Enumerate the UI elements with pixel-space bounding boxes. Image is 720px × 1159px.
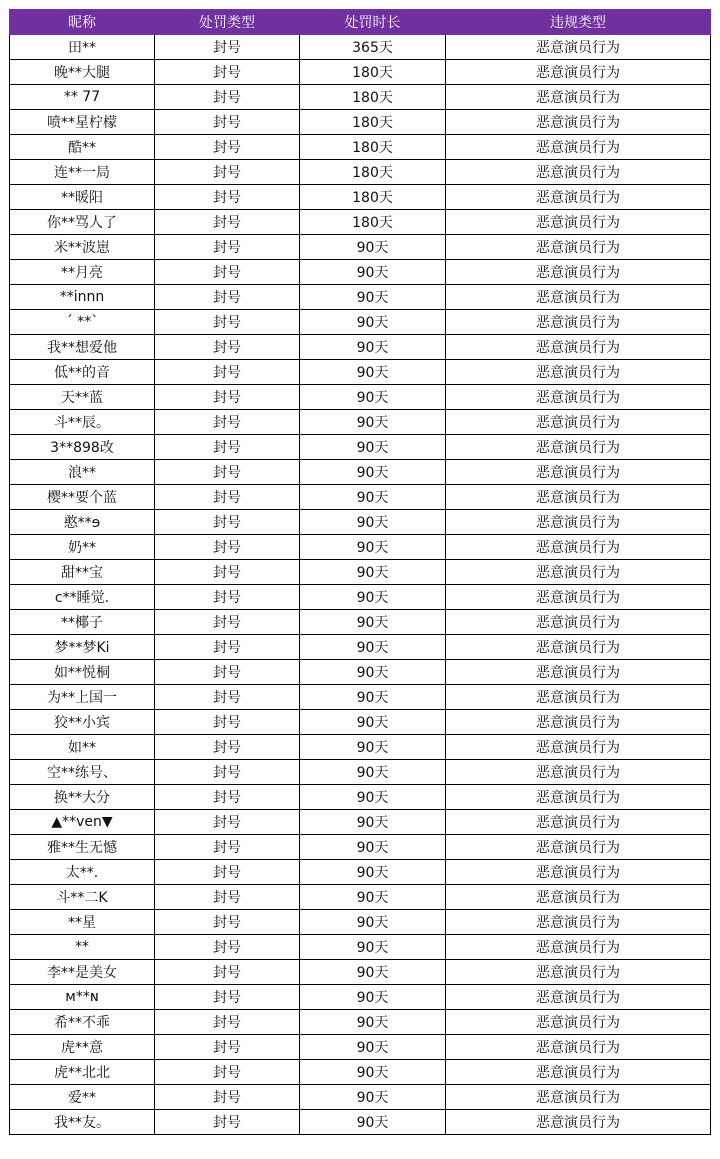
table-row (10, 960, 711, 985)
nickname-cell: 樱**要个蓝 (10, 485, 155, 510)
table-row (10, 585, 711, 610)
table-header (10, 10, 711, 35)
violation-type-cell: 恶意演员行为 (446, 60, 711, 85)
penalty-type-cell: 封号 (155, 460, 300, 485)
nickname-cell: 换**大分 (10, 785, 155, 810)
table-row (10, 160, 711, 185)
violation-type-cell: 恶意演员行为 (446, 560, 711, 585)
table-row (10, 60, 711, 85)
nickname-cell: **星 (10, 910, 155, 935)
violation-type-cell: 恶意演员行为 (446, 160, 711, 185)
penalty-type-cell: 封号 (155, 935, 300, 960)
table-row (10, 410, 711, 435)
penalty-duration-cell: 90天 (300, 485, 446, 510)
nickname-cell: ** (10, 935, 155, 960)
nickname-cell: 天**蓝 (10, 385, 155, 410)
penalty-duration-cell: 90天 (300, 235, 446, 260)
penalty-type-cell: 封号 (155, 735, 300, 760)
penalty-type-cell: 封号 (155, 60, 300, 85)
table-row (10, 760, 711, 785)
table-row (10, 360, 711, 385)
nickname-cell: ᴍ**ɴ (10, 985, 155, 1010)
nickname-cell: **月亮 (10, 260, 155, 285)
penalty-duration-cell: 180天 (300, 110, 446, 135)
penalty-type-cell: 封号 (155, 1110, 300, 1135)
violation-type-cell: 恶意演员行为 (446, 410, 711, 435)
penalty-type-cell: 封号 (155, 1035, 300, 1060)
violation-type-cell: 恶意演员行为 (446, 35, 711, 60)
penalty-duration-cell: 90天 (300, 560, 446, 585)
violation-type-cell: 恶意演员行为 (446, 1010, 711, 1035)
violation-type-cell: 恶意演员行为 (446, 860, 711, 885)
violation-type-cell: 恶意演员行为 (446, 710, 711, 735)
violation-type-cell: 恶意演员行为 (446, 585, 711, 610)
penalty-type-cell: 封号 (155, 210, 300, 235)
violation-type-cell: 恶意演员行为 (446, 310, 711, 335)
nickname-cell: 雅**生无憾 (10, 835, 155, 860)
nickname-cell: 酷** (10, 135, 155, 160)
violation-type-cell: 恶意演员行为 (446, 960, 711, 985)
table-row (10, 85, 711, 110)
penalty-type-cell: 封号 (155, 260, 300, 285)
penalty-type-cell: 封号 (155, 835, 300, 860)
column-header-nickname: 昵称 (10, 10, 155, 35)
nickname-cell: 你**骂人了 (10, 210, 155, 235)
table-row (10, 260, 711, 285)
penalty-duration-cell: 90天 (300, 735, 446, 760)
table-row (10, 35, 711, 60)
penalty-duration-cell: 180天 (300, 135, 446, 160)
penalty-type-cell: 封号 (155, 1085, 300, 1110)
nickname-cell: 我**想爱他 (10, 335, 155, 360)
violation-type-cell: 恶意演员行为 (446, 685, 711, 710)
penalty-duration-cell: 180天 (300, 60, 446, 85)
nickname-cell: 太**. (10, 860, 155, 885)
penalty-type-cell: 封号 (155, 335, 300, 360)
penalty-duration-cell: 90天 (300, 685, 446, 710)
penalty-duration-cell: 90天 (300, 885, 446, 910)
penalty-duration-cell: 90天 (300, 910, 446, 935)
table-row (10, 135, 711, 160)
penalty-duration-cell: 90天 (300, 935, 446, 960)
violation-type-cell: 恶意演员行为 (446, 135, 711, 160)
penalty-duration-cell: 90天 (300, 1010, 446, 1035)
table-row (10, 810, 711, 835)
table-row (10, 385, 711, 410)
table-row (10, 660, 711, 685)
table-row (10, 735, 711, 760)
violation-type-cell: 恶意演员行为 (446, 185, 711, 210)
nickname-cell: 喷**星柠檬 (10, 110, 155, 135)
table-row (10, 1010, 711, 1035)
penalty-duration-cell: 90天 (300, 760, 446, 785)
penalty-duration-cell: 90天 (300, 710, 446, 735)
table-row (10, 210, 711, 235)
penalty-duration-cell: 90天 (300, 810, 446, 835)
penalty-type-cell: 封号 (155, 860, 300, 885)
nickname-cell: 米**波崽 (10, 235, 155, 260)
penalty-duration-cell: 90天 (300, 310, 446, 335)
table-row (10, 435, 711, 460)
penalty-type-cell: 封号 (155, 510, 300, 535)
violation-type-cell: 恶意演员行为 (446, 535, 711, 560)
penalty-duration-cell: 90天 (300, 585, 446, 610)
table-row (10, 610, 711, 635)
penalty-duration-cell: 90天 (300, 785, 446, 810)
table-row (10, 1085, 711, 1110)
table-row (10, 510, 711, 535)
nickname-cell: 如** (10, 735, 155, 760)
penalty-type-cell: 封号 (155, 385, 300, 410)
penalty-duration-cell: 90天 (300, 460, 446, 485)
penalty-type-cell: 封号 (155, 360, 300, 385)
penalty-duration-cell: 90天 (300, 1110, 446, 1135)
table-row (10, 885, 711, 910)
penalty-type-cell: 封号 (155, 910, 300, 935)
violation-type-cell: 恶意演员行为 (446, 360, 711, 385)
table-row (10, 985, 711, 1010)
table-row (10, 460, 711, 485)
penalty-type-cell: 封号 (155, 35, 300, 60)
penalty-type-cell: 封号 (155, 635, 300, 660)
table-row (10, 685, 711, 710)
penalty-duration-cell: 90天 (300, 260, 446, 285)
nickname-cell: 甜**宝 (10, 560, 155, 585)
penalty-duration-cell: 90天 (300, 985, 446, 1010)
violation-type-cell: 恶意演员行为 (446, 285, 711, 310)
penalty-type-cell: 封号 (155, 985, 300, 1010)
penalty-duration-cell: 90天 (300, 360, 446, 385)
violation-type-cell: 恶意演员行为 (446, 610, 711, 635)
nickname-cell: 斗**辰。 (10, 410, 155, 435)
nickname-cell: 低**的音 (10, 360, 155, 385)
penalty-type-cell: 封号 (155, 960, 300, 985)
penalty-duration-cell: 90天 (300, 1060, 446, 1085)
nickname-cell: **暖阳 (10, 185, 155, 210)
nickname-cell: 我**友。 (10, 1110, 155, 1135)
penalty-type-cell: 封号 (155, 235, 300, 260)
violation-type-cell: 恶意演员行为 (446, 935, 711, 960)
penalty-duration-cell: 180天 (300, 210, 446, 235)
nickname-cell: 为**上国一 (10, 685, 155, 710)
penalty-type-cell: 封号 (155, 810, 300, 835)
penalty-type-cell: 封号 (155, 485, 300, 510)
violation-type-cell: 恶意演员行为 (446, 235, 711, 260)
table-row (10, 710, 711, 735)
penalty-duration-cell: 90天 (300, 510, 446, 535)
penalty-type-cell: 封号 (155, 85, 300, 110)
table-body (10, 35, 711, 1135)
penalty-type-cell: 封号 (155, 785, 300, 810)
nickname-cell: 浪** (10, 460, 155, 485)
violation-type-cell: 恶意演员行为 (446, 1060, 711, 1085)
nickname-cell: 希**不乖 (10, 1010, 155, 1035)
nickname-cell: 如**悦桐 (10, 660, 155, 685)
table-row (10, 560, 711, 585)
penalty-duration-cell: 180天 (300, 160, 446, 185)
nickname-cell: 爱** (10, 1085, 155, 1110)
penalty-table-container (9, 9, 710, 1135)
nickname-cell: c**睡觉. (10, 585, 155, 610)
penalty-type-cell: 封号 (155, 185, 300, 210)
penalty-duration-cell: 90天 (300, 410, 446, 435)
penalty-duration-cell: 90天 (300, 1085, 446, 1110)
nickname-cell: 空**练号、 (10, 760, 155, 785)
penalty-type-cell: 封号 (155, 610, 300, 635)
nickname-cell: 憨**ɘ (10, 510, 155, 535)
nickname-cell: 斗**二K (10, 885, 155, 910)
nickname-cell: 李**是美女 (10, 960, 155, 985)
penalty-type-cell: 封号 (155, 660, 300, 685)
nickname-cell: 虎**北北 (10, 1060, 155, 1085)
penalty-type-cell: 封号 (155, 560, 300, 585)
nickname-cell: ˊ **ˋ (10, 310, 155, 335)
violation-type-cell: 恶意演员行为 (446, 810, 711, 835)
table-row (10, 1060, 711, 1085)
penalty-type-cell: 封号 (155, 110, 300, 135)
table-row (10, 910, 711, 935)
penalty-type-cell: 封号 (155, 435, 300, 460)
penalty-duration-cell: 90天 (300, 335, 446, 360)
violation-type-cell: 恶意演员行为 (446, 460, 711, 485)
violation-type-cell: 恶意演员行为 (446, 985, 711, 1010)
header-row (10, 10, 711, 35)
penalty-duration-cell: 90天 (300, 610, 446, 635)
penalty-duration-cell: 90天 (300, 385, 446, 410)
penalty-type-cell: 封号 (155, 135, 300, 160)
violation-type-cell: 恶意演员行为 (446, 435, 711, 460)
table-row (10, 835, 711, 860)
penalty-duration-cell: 180天 (300, 185, 446, 210)
penalty-type-cell: 封号 (155, 760, 300, 785)
nickname-cell: 虎**意 (10, 1035, 155, 1060)
nickname-cell: **innn (10, 285, 155, 310)
violation-type-cell: 恶意演员行为 (446, 910, 711, 935)
nickname-cell: 晚**大腿 (10, 60, 155, 85)
table-row (10, 935, 711, 960)
penalty-duration-cell: 365天 (300, 35, 446, 60)
table-row (10, 1035, 711, 1060)
penalty-type-cell: 封号 (155, 160, 300, 185)
penalty-duration-cell: 180天 (300, 85, 446, 110)
table-row (10, 285, 711, 310)
penalty-type-cell: 封号 (155, 410, 300, 435)
table-row (10, 110, 711, 135)
nickname-cell: 田** (10, 35, 155, 60)
nickname-cell: ** 77 (10, 85, 155, 110)
table-row (10, 335, 711, 360)
penalty-type-cell: 封号 (155, 535, 300, 560)
penalty-type-cell: 封号 (155, 1010, 300, 1035)
violation-type-cell: 恶意演员行为 (446, 1085, 711, 1110)
penalty-duration-cell: 90天 (300, 435, 446, 460)
penalty-duration-cell: 90天 (300, 835, 446, 860)
nickname-cell: 狡**小宾 (10, 710, 155, 735)
violation-type-cell: 恶意演员行为 (446, 510, 711, 535)
violation-type-cell: 恶意演员行为 (446, 635, 711, 660)
violation-type-cell: 恶意演员行为 (446, 885, 711, 910)
violation-type-cell: 恶意演员行为 (446, 1035, 711, 1060)
violation-type-cell: 恶意演员行为 (446, 735, 711, 760)
penalty-type-cell: 封号 (155, 710, 300, 735)
violation-type-cell: 恶意演员行为 (446, 660, 711, 685)
table-row (10, 235, 711, 260)
violation-type-cell: 恶意演员行为 (446, 385, 711, 410)
violation-type-cell: 恶意演员行为 (446, 335, 711, 360)
violation-type-cell: 恶意演员行为 (446, 785, 711, 810)
table-row (10, 1110, 711, 1135)
violation-type-cell: 恶意演员行为 (446, 1110, 711, 1135)
violation-type-cell: 恶意演员行为 (446, 110, 711, 135)
column-header-penalty-type: 处罚类型 (155, 10, 300, 35)
nickname-cell: 连**一局 (10, 160, 155, 185)
penalty-type-cell: 封号 (155, 685, 300, 710)
penalty-type-cell: 封号 (155, 585, 300, 610)
penalty-table (9, 9, 711, 1135)
violation-type-cell: 恶意演员行为 (446, 85, 711, 110)
table-row (10, 785, 711, 810)
violation-type-cell: 恶意演员行为 (446, 760, 711, 785)
nickname-cell: 3**898改 (10, 435, 155, 460)
violation-type-cell: 恶意演员行为 (446, 835, 711, 860)
penalty-duration-cell: 90天 (300, 285, 446, 310)
table-row (10, 485, 711, 510)
nickname-cell: **椰子 (10, 610, 155, 635)
penalty-type-cell: 封号 (155, 310, 300, 335)
table-row (10, 535, 711, 560)
column-header-penalty-duration: 处罚时长 (300, 10, 446, 35)
nickname-cell: 奶** (10, 535, 155, 560)
penalty-duration-cell: 90天 (300, 635, 446, 660)
penalty-duration-cell: 90天 (300, 860, 446, 885)
penalty-duration-cell: 90天 (300, 1035, 446, 1060)
penalty-type-cell: 封号 (155, 285, 300, 310)
nickname-cell: 梦**梦Ki (10, 635, 155, 660)
violation-type-cell: 恶意演员行为 (446, 260, 711, 285)
violation-type-cell: 恶意演员行为 (446, 485, 711, 510)
column-header-violation-type: 违规类型 (446, 10, 711, 35)
table-row (10, 635, 711, 660)
penalty-type-cell: 封号 (155, 1060, 300, 1085)
table-row (10, 310, 711, 335)
penalty-duration-cell: 90天 (300, 660, 446, 685)
penalty-duration-cell: 90天 (300, 960, 446, 985)
violation-type-cell: 恶意演员行为 (446, 210, 711, 235)
penalty-duration-cell: 90天 (300, 535, 446, 560)
nickname-cell: ▲**ven▼ (10, 810, 155, 835)
penalty-type-cell: 封号 (155, 885, 300, 910)
table-row (10, 185, 711, 210)
table-row (10, 860, 711, 885)
